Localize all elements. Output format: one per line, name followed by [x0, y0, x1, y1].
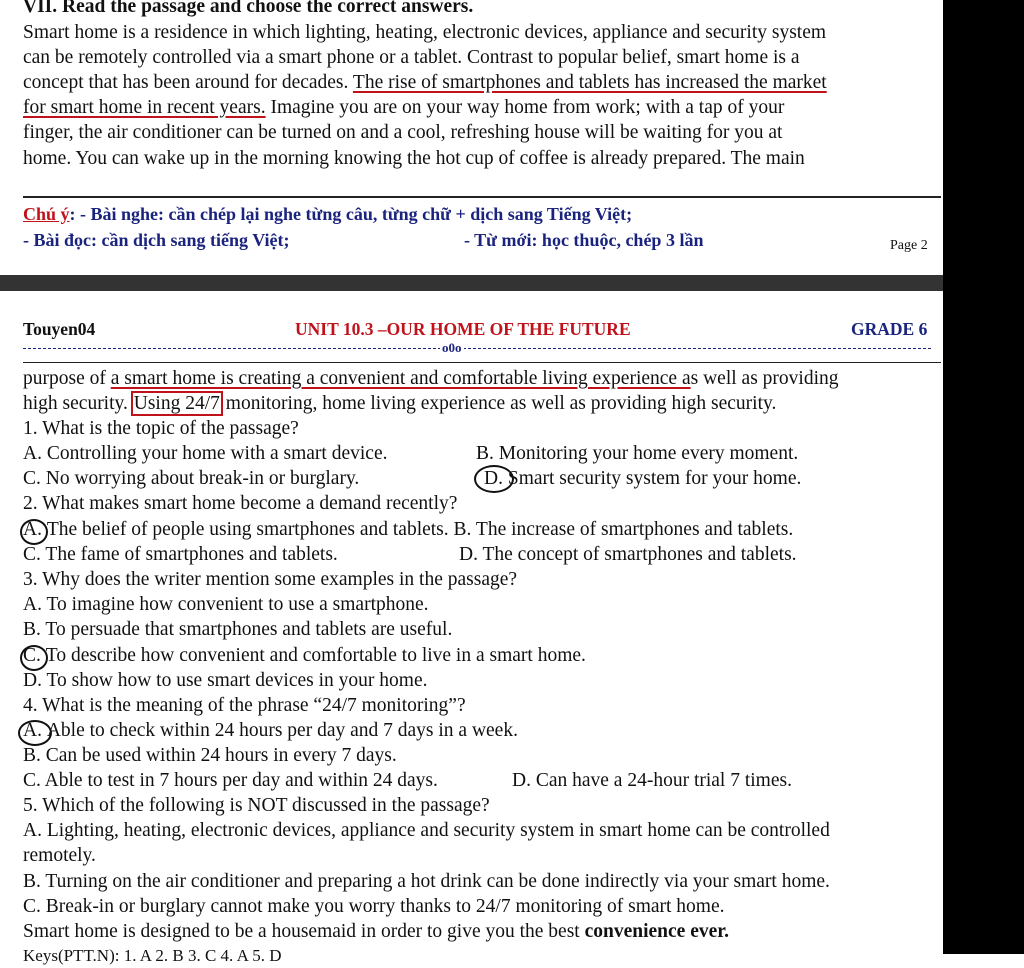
q1-option-b: B. Monitoring your home every moment. — [476, 443, 799, 464]
passage-line: Smart home is a residence in which lighting, heating, electronic devices, appliance and security system — [23, 22, 827, 43]
answer-keys: Keys(PTT.N): 1. A 2. B 3. C 4. A 5. D — [23, 946, 282, 965]
header-dashed-line — [23, 348, 931, 349]
passage-text: high security. — [23, 393, 133, 414]
passage-text: concept that has been around for decades. — [23, 72, 353, 93]
q2-options-text: The belief of people using smartphones and tablets. B. The increase of smartphones and tablets. — [46, 519, 794, 540]
header-divider-mark: o0o — [442, 340, 462, 355]
boxed-phrase: Using 24/7 — [133, 393, 220, 414]
question-1: 1. What is the topic of the passage? — [23, 418, 299, 439]
q3-option-a: A. To imagine how convenient to use a smartphone. — [23, 594, 429, 615]
q1-option-d-letter: D. — [484, 468, 503, 489]
question-5: 5. Which of the following is NOT discussed in the passage? — [23, 795, 490, 816]
q1-option-d — [484, 466, 801, 491]
q5-option-a: A. Lighting, heating, electronic devices, appliance and security system in smart home can be controlled — [23, 820, 830, 841]
q1-option-c: C. No worrying about break-in or burglary. — [23, 468, 360, 489]
question-2: 2. What makes smart home become a demand recently? — [23, 493, 458, 514]
note-label: Chú ý — [23, 204, 70, 224]
q3-option-b: B. To persuade that smartphones and tablets are useful. — [23, 619, 453, 640]
q2-option-c: C. The fame of smartphones and tablets. — [23, 544, 338, 565]
q4-option-a — [23, 718, 518, 743]
passage-text: s well as providing — [690, 368, 839, 389]
q4-option-b: B. Can be used within 24 hours in every 7 days. — [23, 745, 397, 766]
q5-option-b: B. Turning on the air conditioner and preparing a hot drink can be done indirectly via your smart home. — [23, 871, 830, 892]
q5-option-a-cont: remotely. — [23, 845, 96, 866]
page-gap — [0, 275, 943, 291]
header-grade: GRADE 6 — [851, 319, 928, 339]
page-number: Page 2 — [890, 238, 928, 253]
note-text: : - Bài nghe: cần chép lại nghe từng câu, từng chữ + dịch sang Tiếng Việt; — [69, 204, 633, 224]
header-rule — [23, 362, 941, 363]
q4-option-a-letter: A. — [23, 720, 42, 741]
header-unit-title: UNIT 10.3 –OUR HOME OF THE FUTURE — [295, 319, 631, 339]
q3-option-c-letter: C. — [23, 645, 41, 666]
underlined-phrase: a smart home is creating a convenient and comfortable living experience a — [110, 368, 691, 389]
passage-text: purpose of — [23, 368, 111, 389]
q2-option-a-letter: A. — [23, 519, 42, 540]
underlined-phrase: The rise of smartphones and tablets has increased the market — [352, 72, 827, 93]
answer-circle-mark — [474, 465, 514, 493]
passage-text: monitoring, home living experience as well as providing high security. — [220, 393, 777, 414]
passage-line — [23, 95, 784, 120]
q2-options-ab — [23, 517, 793, 542]
q5-option-d-bold: convenience ever. — [584, 921, 730, 942]
q3-option-c — [23, 643, 586, 668]
passage-text: Imagine you are on your way home from work; with a tap of your — [265, 97, 785, 118]
passage-line — [23, 70, 827, 95]
q1-option-a: A. Controlling your home with a smart device. — [23, 443, 388, 464]
note-line-1 — [23, 204, 632, 225]
passage-line: finger, the air conditioner can be turned on and a cool, refreshing house will be waiting for you at — [23, 122, 783, 143]
q5-option-d — [23, 919, 729, 944]
q4-option-d: D. Can have a 24-hour trial 7 times. — [512, 770, 792, 791]
question-4: 4. What is the meaning of the phrase “24/7 monitoring”? — [23, 695, 466, 716]
note-line-2-mid: - Từ mới: học thuộc, chép 3 lần — [464, 230, 704, 250]
q3-option-d: D. To show how to use smart devices in your home. — [23, 670, 428, 691]
note-line-2: - Bài đọc: cần dịch sang tiếng Việt; — [23, 230, 290, 250]
section-heading: VII. Read the passage and choose the correct answers. — [23, 0, 474, 17]
q1-option-d-text: Smart security system for your home. — [507, 468, 802, 489]
passage-line — [23, 391, 776, 416]
page-divider — [23, 196, 941, 198]
q2-option-d: D. The concept of smartphones and tablets. — [459, 544, 797, 565]
q4-option-a-text: Able to check within 24 hours per day and 7 days in a week. — [46, 720, 518, 741]
q3-option-c-text: To describe how convenient and comfortable to live in a smart home. — [45, 645, 586, 666]
underlined-phrase: for smart home in recent years. — [23, 97, 266, 118]
passage-line — [23, 366, 838, 391]
question-3: 3. Why does the writer mention some examples in the passage? — [23, 569, 518, 590]
dark-side-margin — [943, 0, 1024, 954]
header-left: Touyen04 — [23, 319, 96, 339]
q5-option-c: C. Break-in or burglary cannot make you worry thanks to 24/7 monitoring of smart home. — [23, 896, 725, 917]
passage-line: can be remotely controlled via a smart phone or a tablet. Contrast to popular belief, smart home is a — [23, 47, 800, 68]
passage-line: home. You can wake up in the morning knowing the hot cup of coffee is already prepared. The main — [23, 148, 805, 169]
q5-option-d-text: Smart home is designed to be a housemaid in order to give you the best — [23, 921, 585, 942]
q4-option-c: C. Able to test in 7 hours per day and within 24 days. — [23, 770, 438, 791]
